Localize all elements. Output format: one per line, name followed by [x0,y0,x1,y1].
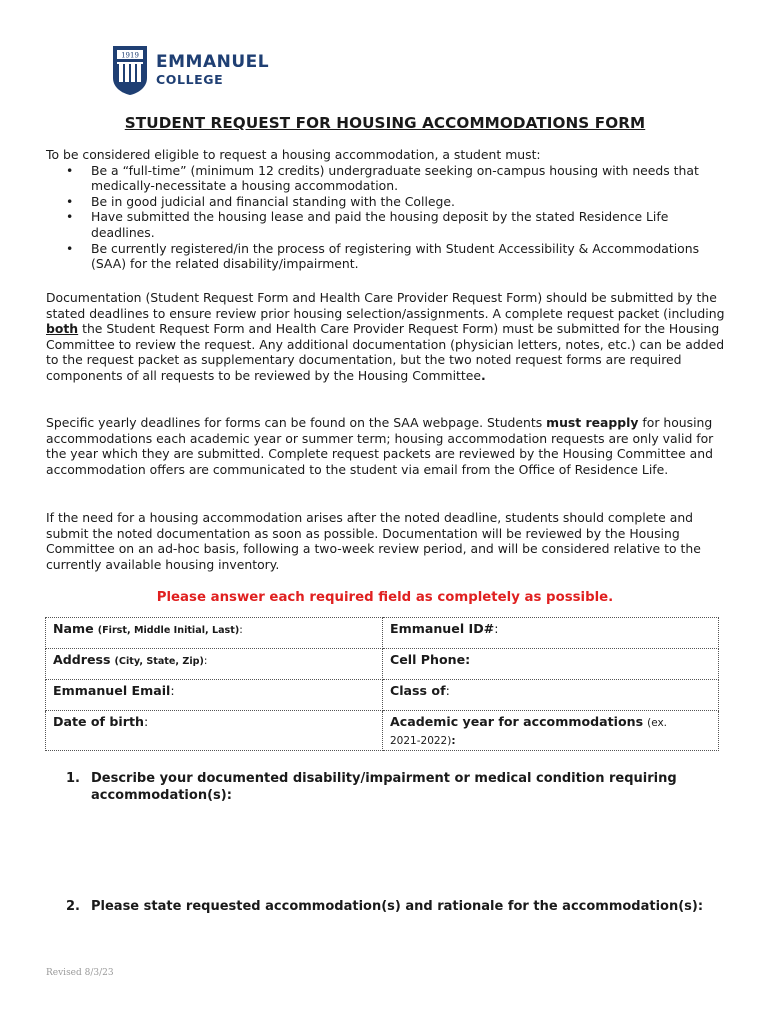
cell-phone-field[interactable]: Cell Phone: [383,649,719,680]
list-item: • Be in good judicial and financial standing with the College. [46,194,726,210]
logo-sub: COLLEGE [156,72,224,87]
late-request-paragraph: If the need for a housing accommodation arises after the noted deadline, students should complete and submit the noted documentation as soon as possible. Documentation will be reviewed by the Housing Committee on an ad-hoc basis, following a two-week review period, and will be considered relative to the currently available housing inventory. [46,510,701,572]
list-item: • Be a “full-time” (minimum 12 credits) undergraduate seeking on-campus housing with needs that medically-necessitate a housing accommodation. [46,163,726,194]
required-note: Please answer each required field as completely as possible. [156,590,614,605]
page-title: STUDENT REQUEST FOR HOUSING ACCOMMODATIONS FORM [124,114,646,132]
email-field[interactable]: Emmanuel Email: [46,680,383,711]
academic-year-field[interactable]: Academic year for accommodations (ex. 2021-2022): [383,711,719,751]
list-item: • Be currently registered/in the process of registering with Student Accessibility & Accommodations (SAA) for the related disability/impairment. [46,241,726,272]
logo-year: 1919 [121,51,139,60]
college-logo [111,44,269,96]
date-of-birth-field[interactable]: Date of birth: [46,711,383,751]
eligibility-list [46,163,726,272]
shield-icon [111,44,149,96]
revision-date: Revised 8/3/23 [46,968,114,978]
eligibility-section [46,147,726,272]
question-2: 2. Please state requested accommodation(s) and rationale for the accommodation(s): [66,899,704,914]
emmanuel-id-field[interactable]: Emmanuel ID#: [383,618,719,649]
list-item: • Have submitted the housing lease and paid the housing deposit by the stated Residence Life deadlines. [46,209,726,240]
logo-name: EMMANUEL [156,52,270,72]
name-field[interactable]: Name (First, Middle Initial, Last): [46,618,383,649]
question-1: 1. Describe your documented disability/impairment or medical condition requiring accommodation(s): [66,771,677,803]
documentation-paragraph: Documentation (Student Request Form and Health Care Provider Request Form) should be submitted by the stated deadlines to ensure review prior housing selection/assignments. A complete request packet (including both the Student Request Form and Health Care Provider Request Form) must be submitted for the Housing Committee to review the request. Any additional documentation (physician letters, notes, etc.) can be added to the request packet as supplementary documentation, but the two noted request forms are required components of all requests to be reviewed by the Housing Committee. [46,290,725,383]
address-field[interactable]: Address (City, State, Zip): [46,649,383,680]
eligibility-lead: To be considered eligible to request a housing accommodation, a student must: [46,147,541,162]
deadlines-paragraph: Specific yearly deadlines for forms can be found on the SAA webpage. Students must reapply for housing accommodations each academic year or summer term; housing accommodation requests are only valid for the year which they are submitted. Complete request packets are reviewed by the Housing Committee and accommodation offers are communicated to the student via email from the Office of Residence Life. [46,415,714,477]
class-of-field[interactable]: Class of: [383,680,719,711]
student-info-table [45,617,719,751]
